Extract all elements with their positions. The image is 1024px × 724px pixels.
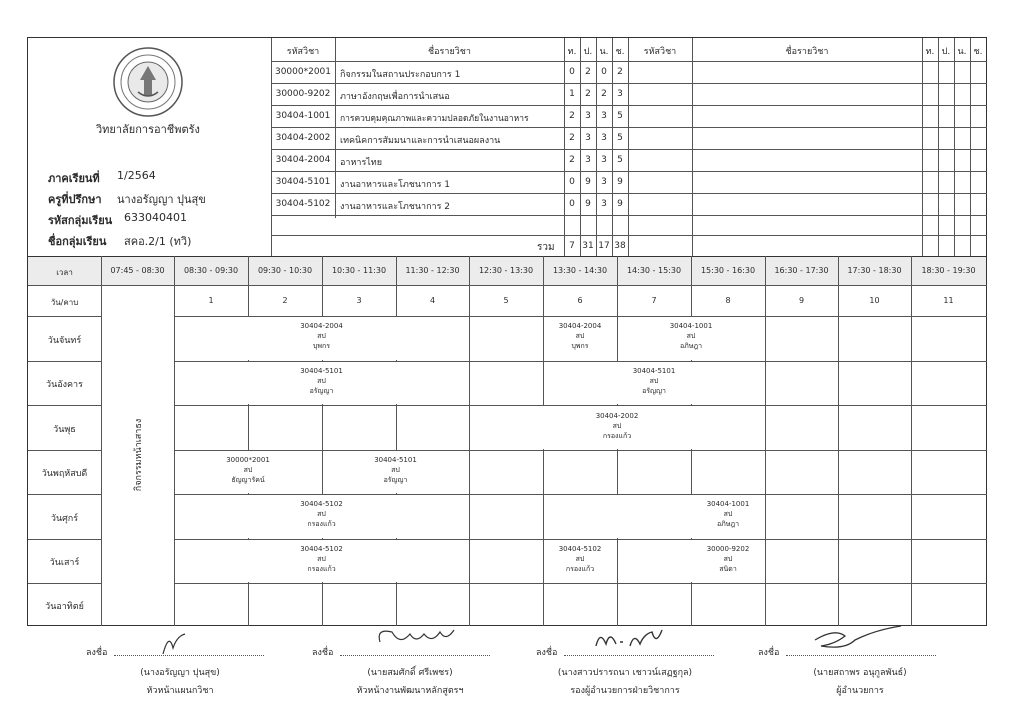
lesson-block[interactable] [174, 499, 469, 529]
lesson-code: 30404-1001 [706, 500, 750, 508]
course-code: 30404-2002 [275, 133, 331, 143]
lesson-teacher: อภิษฎา [716, 520, 740, 528]
course-name: การควบคุมคุณภาพและความปลอดภัยในงานอาหาร [340, 114, 529, 124]
course-t: 2 [569, 133, 575, 143]
total-c: 38 [614, 241, 626, 251]
course-name: อาหารไทย [340, 158, 383, 168]
signature-label: ลงชื่อ [536, 648, 558, 658]
lesson-teacher: กรองแก้ว [307, 565, 336, 573]
col-header-code-2: รหัสวิชา [643, 47, 677, 57]
lesson-block[interactable] [174, 544, 469, 574]
lesson-teacher: บุพกร [571, 342, 589, 350]
col-header-n-2: น. [957, 47, 967, 57]
course-t: 0 [569, 67, 575, 77]
course-c: 2 [617, 67, 623, 77]
col-header-t-2: ท. [925, 47, 935, 57]
col-header-name-2: ชื่อรายวิชา [785, 47, 829, 57]
header-info-panel [28, 38, 271, 257]
course-p: 3 [585, 133, 591, 143]
lesson-teacher: กรองแก้ว [565, 565, 595, 573]
course-c: 9 [617, 199, 623, 209]
course-code: 30404-2004 [275, 155, 331, 165]
period-number: 9 [798, 296, 805, 305]
time-slot: 10:30 - 11:30 [331, 266, 387, 275]
col-header-p: ป. [583, 47, 593, 57]
course-c: 5 [617, 133, 623, 143]
col-header-n: น. [599, 47, 609, 57]
lesson-code: 30404-5101 [300, 367, 343, 375]
lesson-code: 30404-1001 [669, 322, 713, 330]
col-header-c-2: ช. [973, 47, 983, 57]
col-header-p-2: ป. [941, 47, 951, 57]
college-seal-icon [112, 46, 184, 118]
lesson-code: 30404-2004 [558, 322, 602, 330]
course-code: 30404-5102 [275, 199, 331, 209]
lesson-code: 30404-5102 [558, 545, 602, 553]
course-code: 30404-5101 [275, 177, 331, 187]
college-name: วิทยาลัยการอาชีพตรัง [96, 123, 200, 136]
total-label: รวม [537, 242, 555, 253]
time-slot: 13:30 - 14:30 [552, 266, 608, 275]
lesson-code: 30404-2004 [300, 322, 343, 330]
lesson-teacher: กรองแก้ว [307, 520, 336, 528]
time-slot: 11:30 - 12:30 [405, 266, 460, 275]
lesson-teacher: อภิษฎา [679, 342, 703, 350]
day-label: วันพฤหัสบดี [41, 469, 88, 479]
lesson-code: 30404-5102 [300, 545, 343, 553]
lesson-block[interactable] [469, 411, 765, 441]
signature-mark [370, 622, 460, 654]
lesson-room: สป [649, 377, 659, 385]
signer-name: (นายสถาพร อนุกูลพันธ์) [813, 668, 907, 678]
lesson-code: 30404-5102 [300, 500, 343, 508]
period-number: 7 [651, 296, 657, 305]
signer-title: รองผู้อำนวยการฝ่ายวิชาการ [570, 686, 680, 696]
period-number: 5 [503, 296, 509, 305]
lesson-room: สป [723, 555, 733, 563]
total-t: 7 [569, 241, 575, 251]
signature-label: ลงชื่อ [312, 648, 334, 658]
signer-title: หัวหน้าแผนกวิชา [146, 686, 214, 696]
time-slot: 07:45 - 08:30 [110, 266, 165, 275]
period-number: 8 [725, 296, 731, 305]
course-t: 0 [569, 199, 575, 209]
period-number: 1 [208, 296, 214, 305]
course-c: 9 [617, 177, 623, 187]
lesson-code: 30404-2002 [595, 412, 639, 420]
period-number: 3 [356, 296, 362, 305]
course-code: 30000*2001 [274, 67, 332, 77]
course-n: 3 [601, 199, 607, 209]
course-code: 30000-9202 [275, 89, 331, 99]
course-c: 3 [617, 89, 623, 99]
course-n: 3 [601, 133, 607, 143]
course-name: งานอาหารและโภชนาการ 1 [340, 180, 451, 190]
lesson-room: สป [317, 377, 326, 385]
course-name: งานอาหารและโภชนาการ 2 [340, 202, 451, 212]
time-slot: 14:30 - 15:30 [626, 266, 682, 275]
course-n: 3 [601, 111, 607, 121]
period-number: 2 [282, 296, 288, 305]
lesson-room: สป [686, 332, 696, 340]
course-p: 3 [585, 111, 591, 121]
course-n: 3 [601, 177, 607, 187]
course-t: 2 [569, 155, 575, 165]
course-t: 1 [569, 89, 575, 99]
time-slot: 08:30 - 09:30 [183, 266, 239, 275]
course-c: 5 [617, 111, 623, 121]
course-n: 0 [601, 67, 607, 77]
course-p: 3 [585, 155, 591, 165]
course-code: 30404-1001 [275, 111, 331, 121]
signature-label: ลงชื่อ [86, 648, 108, 658]
course-t: 0 [569, 177, 575, 187]
course-p: 9 [585, 199, 591, 209]
lesson-room: สป [317, 555, 326, 563]
col-header-t: ท. [567, 47, 577, 57]
lesson-block[interactable] [543, 321, 617, 351]
period-number: 6 [577, 296, 583, 305]
time-slot: 18:30 - 19:30 [921, 266, 976, 275]
lesson-block[interactable] [543, 544, 617, 574]
lesson-code: 30000-9202 [706, 545, 750, 553]
day-label: วันเสาร์ [49, 558, 80, 568]
lesson-teacher: อรัญญา [642, 387, 666, 395]
course-p: 2 [585, 89, 591, 99]
total-p: 31 [582, 241, 594, 251]
signature-label: ลงชื่อ [758, 648, 780, 658]
course-p: 2 [585, 67, 591, 77]
signer-name: (นางอรัญญา ปุนสุข) [140, 668, 220, 678]
time-slot: 17:30 - 18:30 [847, 266, 902, 275]
day-label: วันอังคาร [46, 380, 83, 390]
lesson-room: สป [317, 510, 326, 518]
lesson-teacher: กรองแก้ว [602, 432, 632, 440]
col-header-code: รหัสวิชา [286, 47, 320, 57]
lesson-room: สป [243, 466, 253, 474]
time-slot: 12:30 - 13:30 [478, 266, 534, 275]
group-name-value: สคอ.2/1 (ทวิ) [124, 235, 192, 248]
course-n: 2 [601, 89, 607, 99]
advisor-value: นางอรัญญา ปุนสุข [117, 193, 206, 206]
lesson-code: 30404-5101 [374, 456, 417, 464]
course-c: 5 [617, 155, 623, 165]
lesson-block[interactable] [322, 455, 469, 485]
col-header-name: ชื่อรายวิชา [428, 47, 471, 57]
lesson-room: สป [317, 332, 326, 340]
total-n: 17 [598, 241, 610, 251]
lesson-block[interactable] [617, 544, 839, 574]
time-slot: 15:30 - 16:30 [700, 266, 756, 275]
lesson-block[interactable] [174, 321, 469, 351]
time-label: เวลา [56, 268, 73, 277]
day-label: วันจันทร์ [47, 336, 82, 346]
lesson-room: สป [575, 332, 585, 340]
lesson-teacher: ธัญญารัคน์ [231, 476, 265, 484]
course-p: 9 [585, 177, 591, 187]
lesson-room: สป [723, 510, 733, 518]
lesson-code: 30000*2001 [226, 456, 270, 464]
day-label: วันพุธ [53, 425, 76, 435]
time-slot: 16:30 - 17:30 [774, 266, 829, 275]
lesson-teacher: สนิดา [719, 565, 737, 573]
lesson-block[interactable] [174, 455, 322, 485]
lesson-teacher: บุพกร [312, 342, 331, 350]
signer-title: หัวหน้างานพัฒนาหลักสูตรฯ [356, 686, 464, 696]
lesson-teacher: อรัญญา [383, 476, 408, 484]
course-name: ภาษาอังกฤษเพื่อการนำเสนอ [340, 92, 450, 102]
course-name: เทคนิคการสัมมนาและการนำเสนอผลงาน [340, 136, 501, 146]
course-name: กิจกรรมในสถานประกอบการ 1 [340, 70, 461, 80]
signature-mark [805, 624, 905, 656]
term-value: 1/2564 [117, 169, 156, 182]
lesson-block[interactable] [543, 366, 765, 396]
group-name-label: ชื่อกลุ่มเรียน [48, 235, 107, 248]
group-code-label: รหัสกลุ่มเรียน [48, 214, 113, 227]
course-t: 2 [569, 111, 575, 121]
col-header-c: ช. [615, 47, 625, 57]
period-number: 4 [429, 296, 436, 305]
lesson-teacher: อรัญญา [309, 387, 334, 395]
advisor-label: ครูที่ปรึกษา [48, 193, 102, 206]
signer-name: (นางสาวปรารถนา เชาวน์เสฏฐกุล) [557, 668, 693, 678]
lesson-room: สป [612, 422, 622, 430]
group-code-value: 633040401 [124, 211, 187, 224]
morning-activity-label: กิจกรรมหน้าเสาธง [134, 418, 144, 492]
signature-line [340, 655, 490, 656]
period-label: วัน/คาบ [50, 298, 79, 307]
term-label: ภาคเรียนที่ [48, 172, 100, 185]
signer-name: (นายสมศักดิ์ ศรีเพชร) [367, 668, 453, 678]
lesson-room: สป [391, 466, 400, 474]
signature-mark [590, 624, 670, 656]
signature-mark [155, 628, 195, 658]
day-label: วันศุกร์ [50, 514, 79, 524]
lesson-block[interactable] [174, 366, 469, 396]
period-number: 10 [869, 296, 880, 305]
signer-title: ผู้อำนวยการ [836, 686, 884, 696]
time-slot: 09:30 - 10:30 [257, 266, 313, 275]
lesson-room: สป [575, 555, 585, 563]
period-number: 11 [943, 296, 954, 305]
lesson-code: 30404-5101 [632, 367, 676, 375]
lesson-block[interactable] [543, 499, 913, 529]
lesson-block[interactable] [617, 321, 765, 351]
course-n: 3 [601, 155, 607, 165]
day-label: วันอาทิตย์ [45, 602, 84, 612]
